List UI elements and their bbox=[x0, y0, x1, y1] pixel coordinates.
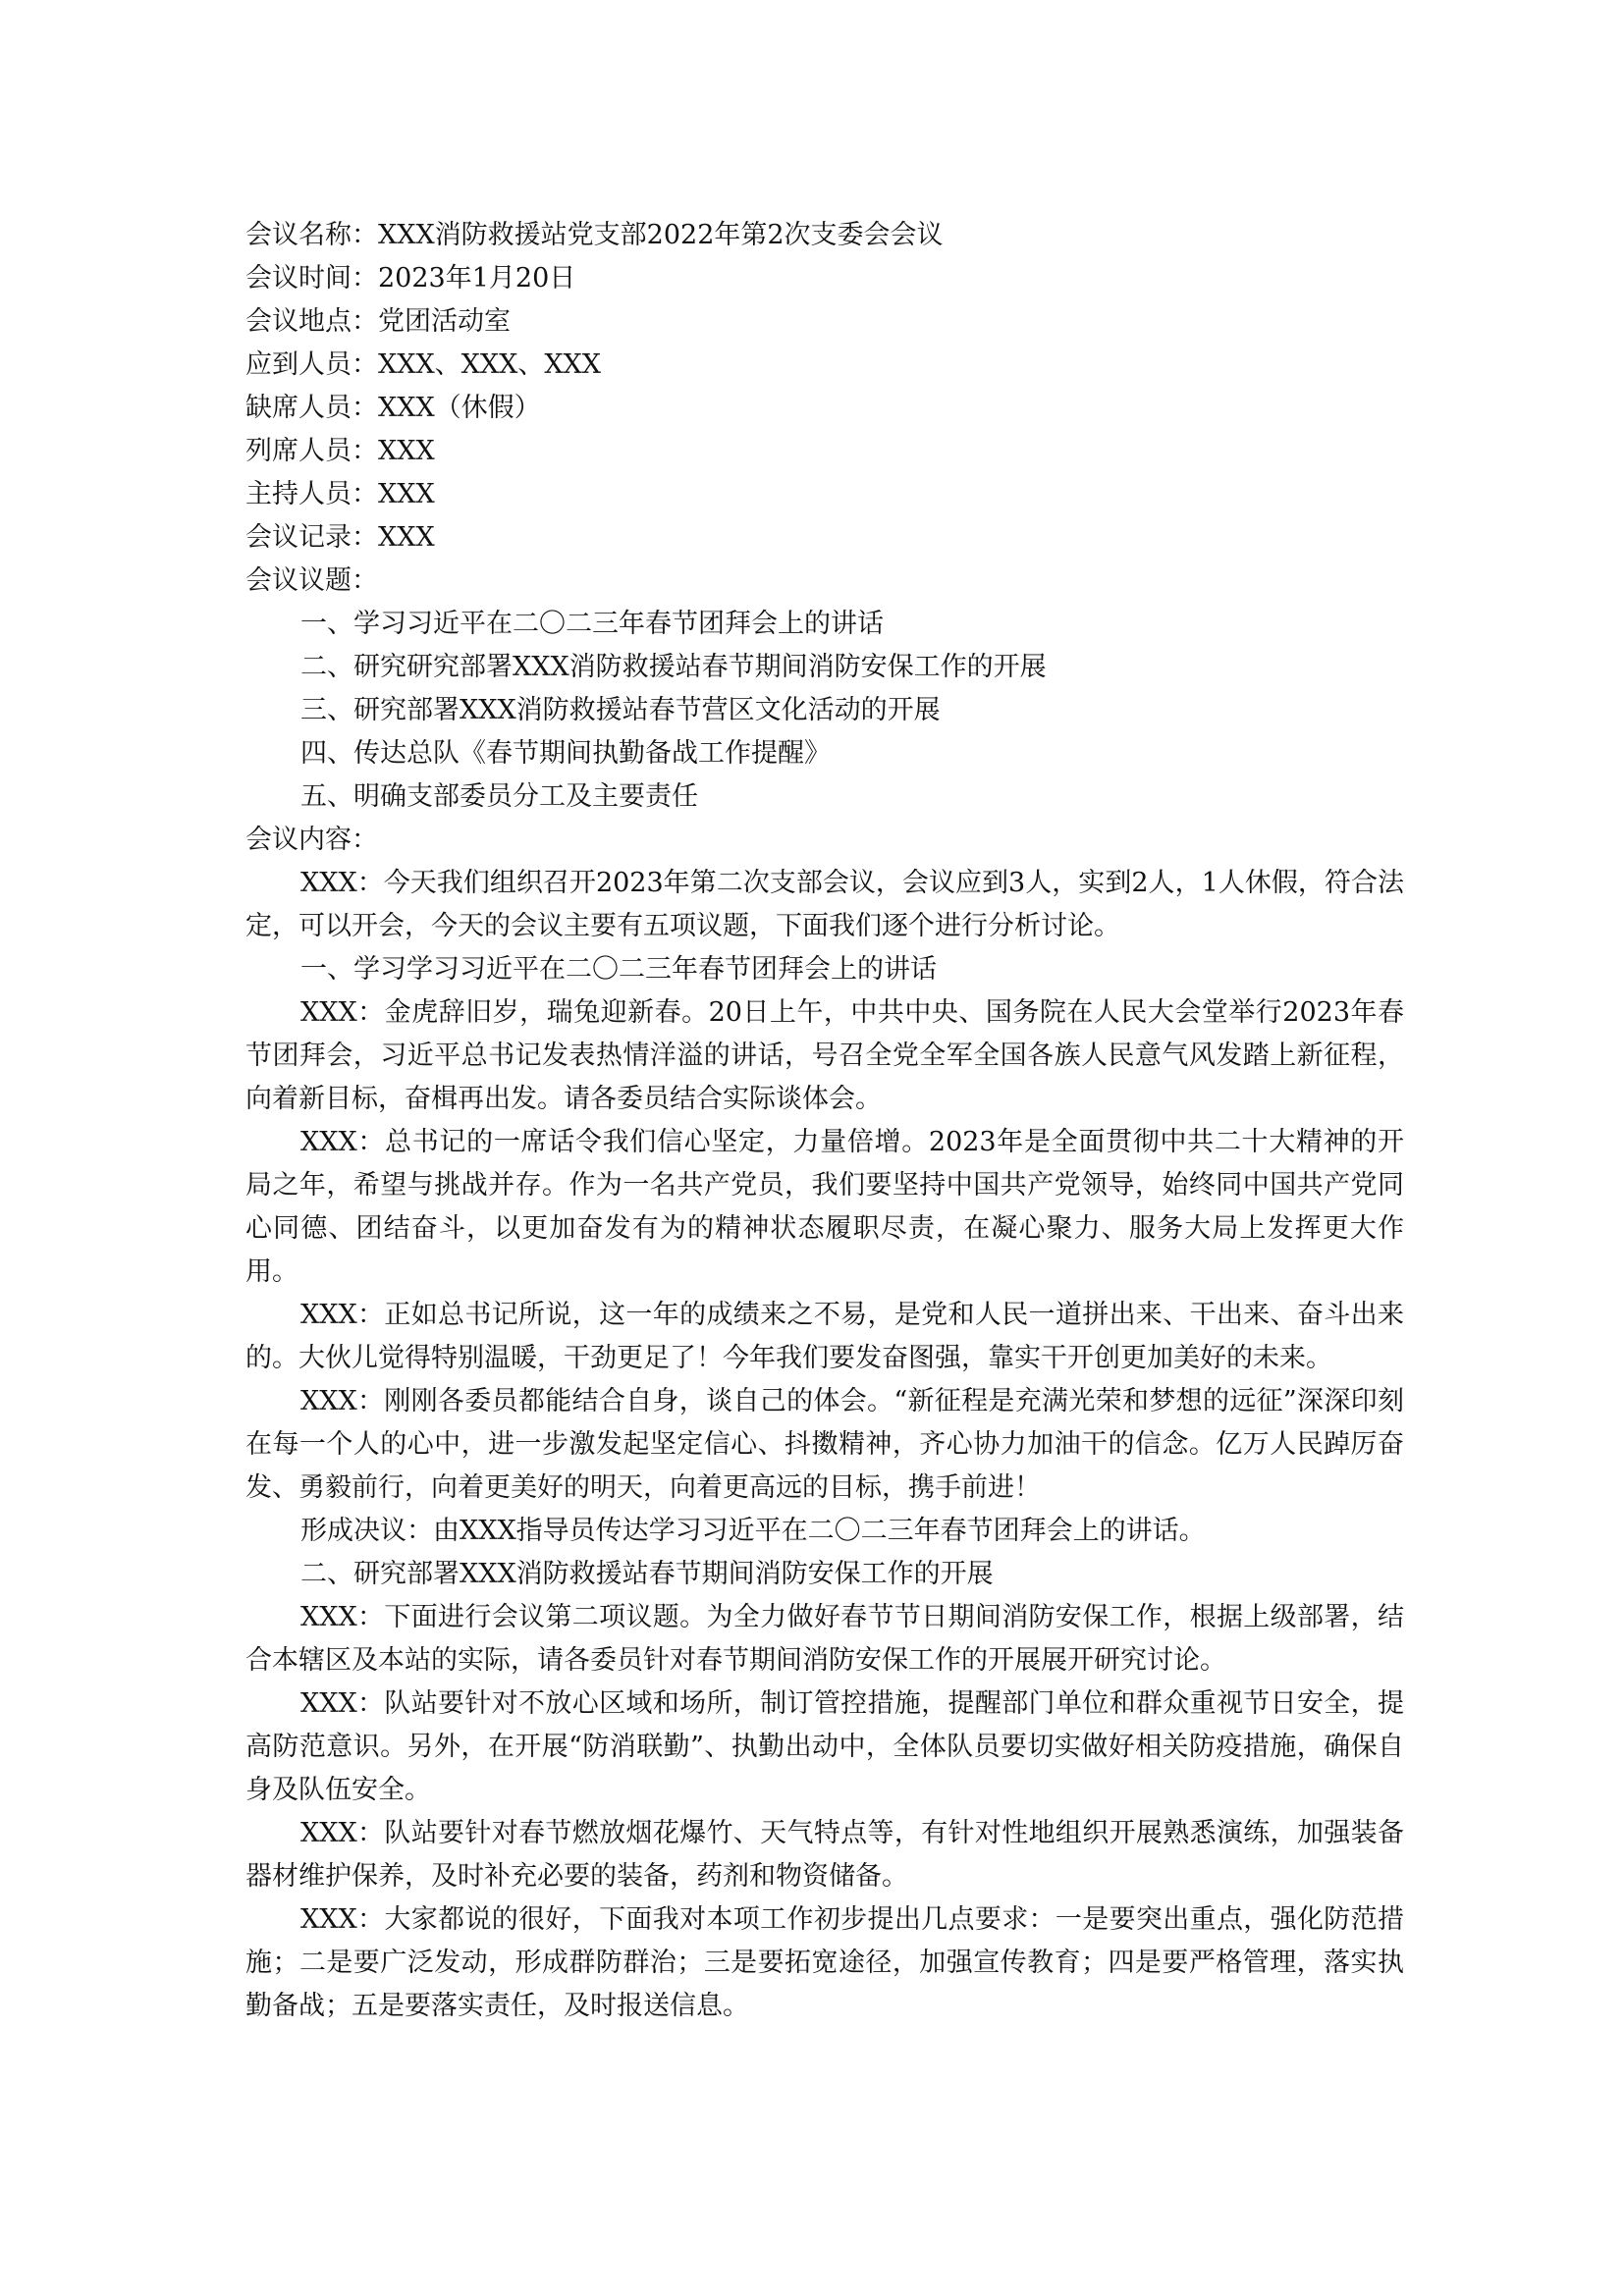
observers: 列席人员：XXX bbox=[245, 436, 435, 466]
content-paragraph: XXX：队站要针对不放心区域和场所，制订管控措施，提醒部门单位和群众重视节日安全，提高防范意识。另外，在开展“防消联勤”、执勤出动中，全体队员要切实做好相关防疫措施，确保自身及队伍安全。 bbox=[245, 1688, 1404, 1805]
attendees-expected: 应到人员：XXX、XXX、XXX bbox=[245, 349, 601, 380]
content-paragraph: XXX：正如总书记所说，这一年的成绩来之不易，是党和人民一道拼出来、干出来、奋斗出来的。大伙儿觉得特别温暖，干劲更足了！今年我们要发奋图强，靠实干开创更加美好的未来。 bbox=[245, 1300, 1404, 1373]
agenda-item: 一、学习习近平在二〇二三年春节团拜会上的讲话 bbox=[300, 609, 884, 639]
section-heading: 一、学习学习习近平在二〇二三年春节团拜会上的讲话 bbox=[300, 954, 937, 985]
agenda-label: 会议议题： bbox=[245, 565, 378, 596]
agenda-item: 二、研究研究部署XXX消防救援站春节期间消防安保工作的开展 bbox=[300, 652, 1047, 682]
absentees: 缺席人员：XXX（休假） bbox=[245, 393, 541, 423]
content-paragraph: XXX：总书记的一席话令我们信心坚定，力量倍增。2023年是全面贯彻中共二十大精神的开局之年，希望与挑战并存。作为一名共产党员，我们要坚持中国共产党领导，始终同中国共产党同心同德、团结奋斗，以更加奋发有为的精神状态履职尽责，在凝心聚力、服务大局上发挥更大作用。 bbox=[245, 1127, 1404, 1287]
content-paragraph: XXX：今天我们组织召开2023年第二次支部会议，会议应到3人，实到2人，1人休假，符合法定，可以开会，今天的会议主要有五项议题，下面我们逐个进行分析讨论。 bbox=[245, 868, 1404, 941]
agenda-item: 三、研究部署XXX消防救援站春节营区文化活动的开展 bbox=[300, 695, 941, 725]
host: 主持人员：XXX bbox=[245, 479, 435, 509]
agenda-item: 五、明确支部委员分工及主要责任 bbox=[300, 781, 698, 812]
content-label: 会议内容： bbox=[245, 825, 378, 855]
recorder: 会议记录：XXX bbox=[245, 522, 435, 553]
meeting-time: 会议时间：2023年1月20日 bbox=[245, 263, 576, 294]
agenda-item: 四、传达总队《春节期间执勤备战工作提醒》 bbox=[300, 738, 831, 769]
content-paragraph: XXX：金虎辞旧岁，瑞兔迎新春。20日上午，中共中央、国务院在人民大会堂举行2023年春节团拜会，习近平总书记发表热情洋溢的讲话，号召全党全军全国各族人民意气风发踏上新征程，向着新目标，奋楫再出发。请各委员结合实际谈体会。 bbox=[245, 997, 1404, 1114]
section-heading: 二、研究部署XXX消防救援站春节期间消防安保工作的开展 bbox=[300, 1559, 994, 1589]
content-paragraph: XXX：大家都说的很好，下面我对本项工作初步提出几点要求：一是要突出重点，强化防范措施；二是要广泛发动，形成群防群治；三是要拓宽途径，加强宣传教育；四是要严格管理，落实执勤备战；五是要落实责任，及时报送信息。 bbox=[245, 1904, 1404, 2021]
resolution-paragraph: 形成决议：由XXX指导员传达学习习近平在二〇二三年春节团拜会上的讲话。 bbox=[300, 1516, 1206, 1546]
content-paragraph: XXX：下面进行会议第二项议题。为全力做好春节节日期间消防安保工作，根据上级部署，结合本辖区及本站的实际，请各委员针对春节期间消防安保工作的开展展开研究讨论。 bbox=[245, 1602, 1404, 1676]
content-paragraph: XXX：刚刚各委员都能结合自身，谈自己的体会。“新征程是充满光荣和梦想的远征”深深印刻在每一个人的心中，进一步激发起坚定信心、抖擞精神，齐心协力加油干的信念。亿万人民踔厉奋发、勇毅前行，向着更美好的明天，向着更高远的目标，携手前进！ bbox=[245, 1386, 1404, 1503]
meeting-minutes-body bbox=[245, 214, 1404, 2028]
meeting-place: 会议地点：党团活动室 bbox=[245, 306, 511, 337]
meeting-name: 会议名称：XXX消防救援站党支部2022年第2次支委会会议 bbox=[245, 220, 944, 250]
content-paragraph: XXX：队站要针对春节燃放烟花爆竹、天气特点等，有针对性地组织开展熟悉演练，加强装备器材维护保养，及时补充必要的装备，药剂和物资储备。 bbox=[245, 1818, 1404, 1892]
